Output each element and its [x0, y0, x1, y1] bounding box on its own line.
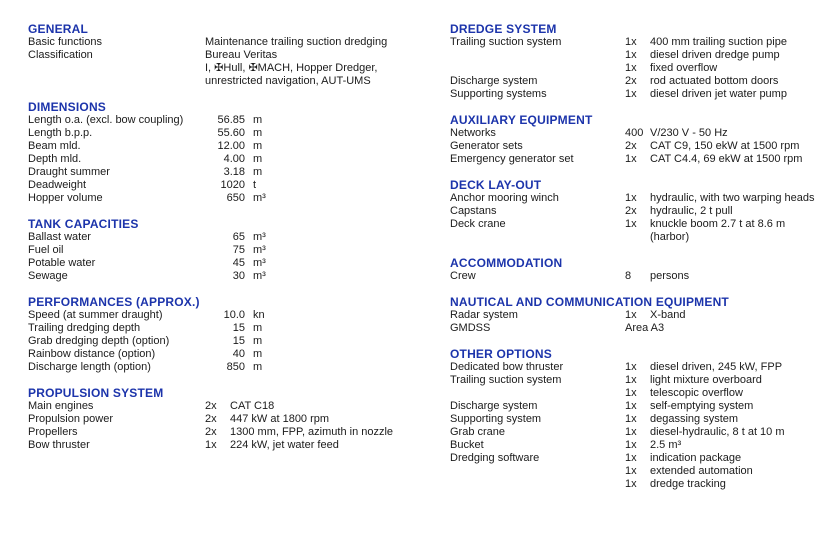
- spec-row: [28, 36, 440, 49]
- row-label: Crew: [450, 270, 476, 282]
- row-qty: 2x: [625, 75, 637, 87]
- section-tank-capacities: [28, 217, 440, 283]
- section-title: PERFORMANCES (APPROX.): [28, 295, 200, 309]
- section-other-options: [450, 347, 828, 491]
- spec-row: [28, 62, 440, 75]
- row-label: Capstans: [450, 205, 497, 217]
- row-span-value: Area A3: [625, 322, 665, 334]
- row-label: Radar system: [450, 309, 518, 321]
- row-desc: (harbor): [650, 231, 690, 243]
- row-value: 15: [232, 322, 245, 334]
- spec-row: [450, 231, 828, 244]
- spec-row: [28, 413, 440, 426]
- spec-row: [450, 387, 828, 400]
- spec-row: [28, 140, 440, 153]
- spec-row: [28, 244, 440, 257]
- row-label: Emergency generator set: [450, 153, 574, 165]
- row-desc: CAT C9, 150 ekW at 1500 rpm: [650, 140, 800, 152]
- row-qty: 1x: [625, 387, 637, 399]
- row-qty: 1x: [625, 426, 637, 438]
- row-value: 15: [232, 335, 245, 347]
- row-unit: m³: [253, 244, 266, 256]
- spec-row: [450, 36, 828, 49]
- row-label: Supporting systems: [450, 88, 547, 100]
- spec-row: [28, 257, 440, 270]
- row-qty: 2x: [625, 205, 637, 217]
- row-desc: knuckle boom 2.7 t at 8.6 m: [650, 218, 786, 230]
- row-value: 1020: [220, 179, 245, 191]
- row-label: Ballast water: [28, 231, 91, 243]
- row-label: Propellers: [28, 426, 78, 438]
- spec-row: [450, 400, 828, 413]
- row-label: Discharge system: [450, 75, 538, 87]
- row-label: Depth mld.: [28, 153, 82, 165]
- spec-row: [28, 166, 440, 179]
- spec-row: [28, 49, 440, 62]
- row-qty: 1x: [625, 192, 637, 204]
- row-desc: light mixture overboard: [650, 374, 762, 386]
- row-span-value: I, ✠Hull, ✠MACH, Hopper Dredger,: [205, 62, 378, 74]
- row-desc: CAT C18: [230, 400, 275, 412]
- row-value: 30: [232, 270, 245, 282]
- section-title: NAUTICAL AND COMMUNICATION EQUIPMENT: [450, 295, 729, 309]
- row-qty: 1x: [625, 36, 637, 48]
- row-label: Dredging software: [450, 452, 540, 464]
- row-label: Discharge length (option): [28, 361, 151, 373]
- row-value: 56.85: [217, 114, 245, 126]
- row-label: Grab crane: [450, 426, 506, 438]
- row-desc: 1300 mm, FPP, azimuth in nozzle: [230, 426, 394, 438]
- row-desc: hydraulic, with two warping heads: [650, 192, 815, 204]
- row-unit: m³: [253, 270, 266, 282]
- row-qty: 1x: [625, 413, 637, 425]
- spec-row: [450, 192, 828, 205]
- row-unit: m: [253, 153, 263, 165]
- spec-row: [28, 114, 440, 127]
- row-label: Fuel oil: [28, 244, 64, 256]
- section-title: AUXILIARY EQUIPMENT: [450, 113, 593, 127]
- row-label: Discharge system: [450, 400, 538, 412]
- row-qty: 2x: [205, 400, 217, 412]
- spec-row: [28, 348, 440, 361]
- row-unit: t: [253, 179, 257, 191]
- row-unit: m: [253, 140, 263, 152]
- row-value: 45: [232, 257, 245, 269]
- section-title: TANK CAPACITIES: [28, 217, 139, 231]
- spec-row: [28, 75, 440, 88]
- row-value: 4.00: [223, 153, 245, 165]
- row-desc: diesel-hydraulic, 8 t at 10 m: [650, 426, 785, 438]
- row-label: Basic functions: [28, 36, 102, 48]
- row-label: Trailing suction system: [450, 374, 562, 386]
- row-value: 3.18: [223, 166, 245, 178]
- row-unit: m³: [253, 257, 266, 269]
- row-desc: diesel driven, 245 kW, FPP: [650, 361, 783, 373]
- row-qty: 1x: [625, 49, 637, 61]
- row-value: 12.00: [217, 140, 245, 152]
- section-propulsion-system: [28, 386, 440, 452]
- spec-row: [28, 192, 440, 205]
- spec-row: [450, 426, 828, 439]
- row-label: Bow thruster: [28, 439, 90, 451]
- row-qty: 1x: [625, 452, 637, 464]
- row-desc: 224 kW, jet water feed: [230, 439, 339, 451]
- row-label: Hopper volume: [28, 192, 103, 204]
- row-value: 650: [226, 192, 245, 204]
- spec-row: [28, 127, 440, 140]
- row-qty: 1x: [625, 374, 637, 386]
- spec-row: [28, 309, 440, 322]
- row-label: Networks: [450, 127, 496, 139]
- row-label: Anchor mooring winch: [450, 192, 559, 204]
- section-performances-approx: [28, 295, 440, 374]
- row-qty: 2x: [205, 413, 217, 425]
- spec-row: [450, 361, 828, 374]
- row-label: Deck crane: [450, 218, 506, 230]
- spec-row: [450, 413, 828, 426]
- row-label: Beam mld.: [28, 140, 81, 152]
- section-title: GENERAL: [28, 22, 89, 36]
- section-dredge-system: [450, 22, 828, 101]
- row-label: Classification: [28, 49, 93, 61]
- spec-row: [450, 88, 828, 101]
- row-label: Draught summer: [28, 166, 110, 178]
- row-qty: 1x: [625, 439, 637, 451]
- spec-row: [450, 49, 828, 62]
- spec-row: [450, 478, 828, 491]
- spec-row: [450, 140, 828, 153]
- row-desc: dredge tracking: [650, 478, 726, 490]
- row-qty: 1x: [625, 218, 637, 230]
- row-label: GMDSS: [450, 322, 491, 334]
- row-unit: m: [253, 335, 263, 347]
- spec-row: [28, 400, 440, 413]
- row-value: 10.0: [223, 309, 245, 321]
- spec-column-right: [450, 22, 828, 491]
- row-label: Length b.p.p.: [28, 127, 93, 139]
- row-desc: 2.5 m³: [650, 439, 682, 451]
- spec-row: [28, 153, 440, 166]
- row-desc: persons: [650, 270, 690, 282]
- row-desc: CAT C4.4, 69 ekW at 1500 rpm: [650, 153, 803, 165]
- row-unit: m³: [253, 231, 266, 243]
- row-unit: m: [253, 322, 263, 334]
- row-desc: extended automation: [650, 465, 753, 477]
- spec-row: [450, 153, 828, 166]
- spec-row: [450, 322, 828, 335]
- row-unit: m: [253, 127, 263, 139]
- row-qty: 2x: [205, 426, 217, 438]
- row-qty: 1x: [625, 465, 637, 477]
- row-desc: 400 mm trailing suction pipe: [650, 36, 787, 48]
- row-label: Deadweight: [28, 179, 87, 191]
- row-label: Rainbow distance (option): [28, 348, 156, 360]
- row-qty: 2x: [625, 140, 637, 152]
- row-desc: degassing system: [650, 413, 739, 425]
- section-title: PROPULSION SYSTEM: [28, 386, 164, 400]
- row-qty: 1x: [205, 439, 217, 451]
- spec-row: [28, 179, 440, 192]
- row-value: 65: [232, 231, 245, 243]
- section-auxiliary-equipment: [450, 113, 828, 166]
- row-qty: 1x: [625, 62, 637, 74]
- spec-row: [450, 127, 828, 140]
- row-value: 850: [226, 361, 245, 373]
- spec-column-left: [28, 22, 440, 452]
- spec-row: [28, 231, 440, 244]
- row-desc: indication package: [650, 452, 742, 464]
- row-qty: 1x: [625, 400, 637, 412]
- row-desc: diesel driven jet water pump: [650, 88, 787, 100]
- spec-row: [28, 270, 440, 283]
- row-unit: m: [253, 166, 263, 178]
- section-accommodation: [450, 256, 828, 283]
- row-label: Speed (at summer draught): [28, 309, 163, 321]
- spec-row: [450, 62, 828, 75]
- section-title: ACCOMMODATION: [450, 256, 563, 270]
- spec-row: [450, 374, 828, 387]
- row-qty: 1x: [625, 88, 637, 100]
- spec-row: [28, 335, 440, 348]
- row-unit: m³: [253, 192, 266, 204]
- row-label: Sewage: [28, 270, 68, 282]
- row-label: Trailing suction system: [450, 36, 562, 48]
- row-label: Length o.a. (excl. bow coupling): [28, 114, 184, 126]
- row-span-value: unrestricted navigation, AUT-UMS: [205, 75, 371, 87]
- row-label: Grab dredging depth (option): [28, 335, 170, 347]
- row-qty: 1x: [625, 309, 637, 321]
- row-value: 75: [232, 244, 245, 256]
- spec-row: [28, 426, 440, 439]
- row-desc: telescopic overflow: [650, 387, 743, 399]
- row-qty: 1x: [625, 153, 637, 165]
- row-label: Propulsion power: [28, 413, 113, 425]
- spec-row: [28, 439, 440, 452]
- row-desc: V/230 V - 50 Hz: [650, 127, 728, 139]
- section-title: DIMENSIONS: [28, 100, 107, 114]
- row-label: Potable water: [28, 257, 96, 269]
- row-span-value: Bureau Veritas: [205, 49, 278, 61]
- spec-row: [450, 439, 828, 452]
- row-desc: rod actuated bottom doors: [650, 75, 779, 87]
- section-title: DECK LAY-OUT: [450, 178, 542, 192]
- row-value: 40: [232, 348, 245, 360]
- section-dimensions: [28, 100, 440, 205]
- row-label: Main engines: [28, 400, 94, 412]
- row-desc: 447 kW at 1800 rpm: [230, 413, 330, 425]
- row-label: Trailing dredging depth: [28, 322, 141, 334]
- spec-row: [450, 270, 828, 283]
- section-general: [28, 22, 440, 88]
- row-unit: m: [253, 114, 263, 126]
- row-desc: fixed overflow: [650, 62, 718, 74]
- row-desc: hydraulic, 2 t pull: [650, 205, 733, 217]
- row-qty: 1x: [625, 478, 637, 490]
- spec-row: [450, 465, 828, 478]
- row-value: 55.60: [217, 127, 245, 139]
- row-unit: m: [253, 348, 263, 360]
- row-unit: kn: [253, 309, 265, 321]
- section-deck-lay-out: [450, 178, 828, 244]
- section-title: OTHER OPTIONS: [450, 347, 552, 361]
- spec-row: [450, 309, 828, 322]
- spec-row: [450, 452, 828, 465]
- section-title: DREDGE SYSTEM: [450, 22, 557, 36]
- spec-row: [28, 322, 440, 335]
- row-span-value: Maintenance trailing suction dredging: [205, 36, 388, 48]
- spec-row: [28, 361, 440, 374]
- row-qty: 1x: [625, 361, 637, 373]
- row-label: Bucket: [450, 439, 484, 451]
- section-nautical-and-communication-equipment: [450, 295, 828, 335]
- row-unit: m: [253, 361, 263, 373]
- row-desc: X-band: [650, 309, 686, 321]
- row-qty: 400: [625, 127, 644, 139]
- row-label: Dedicated bow thruster: [450, 361, 564, 373]
- spec-row: [450, 205, 828, 218]
- row-qty: 8: [625, 270, 632, 282]
- row-label: Supporting system: [450, 413, 542, 425]
- row-desc: diesel driven dredge pump: [650, 49, 780, 61]
- row-label: Generator sets: [450, 140, 523, 152]
- row-desc: self-emptying system: [650, 400, 754, 412]
- spec-row: [450, 75, 828, 88]
- spec-row: [450, 218, 828, 231]
